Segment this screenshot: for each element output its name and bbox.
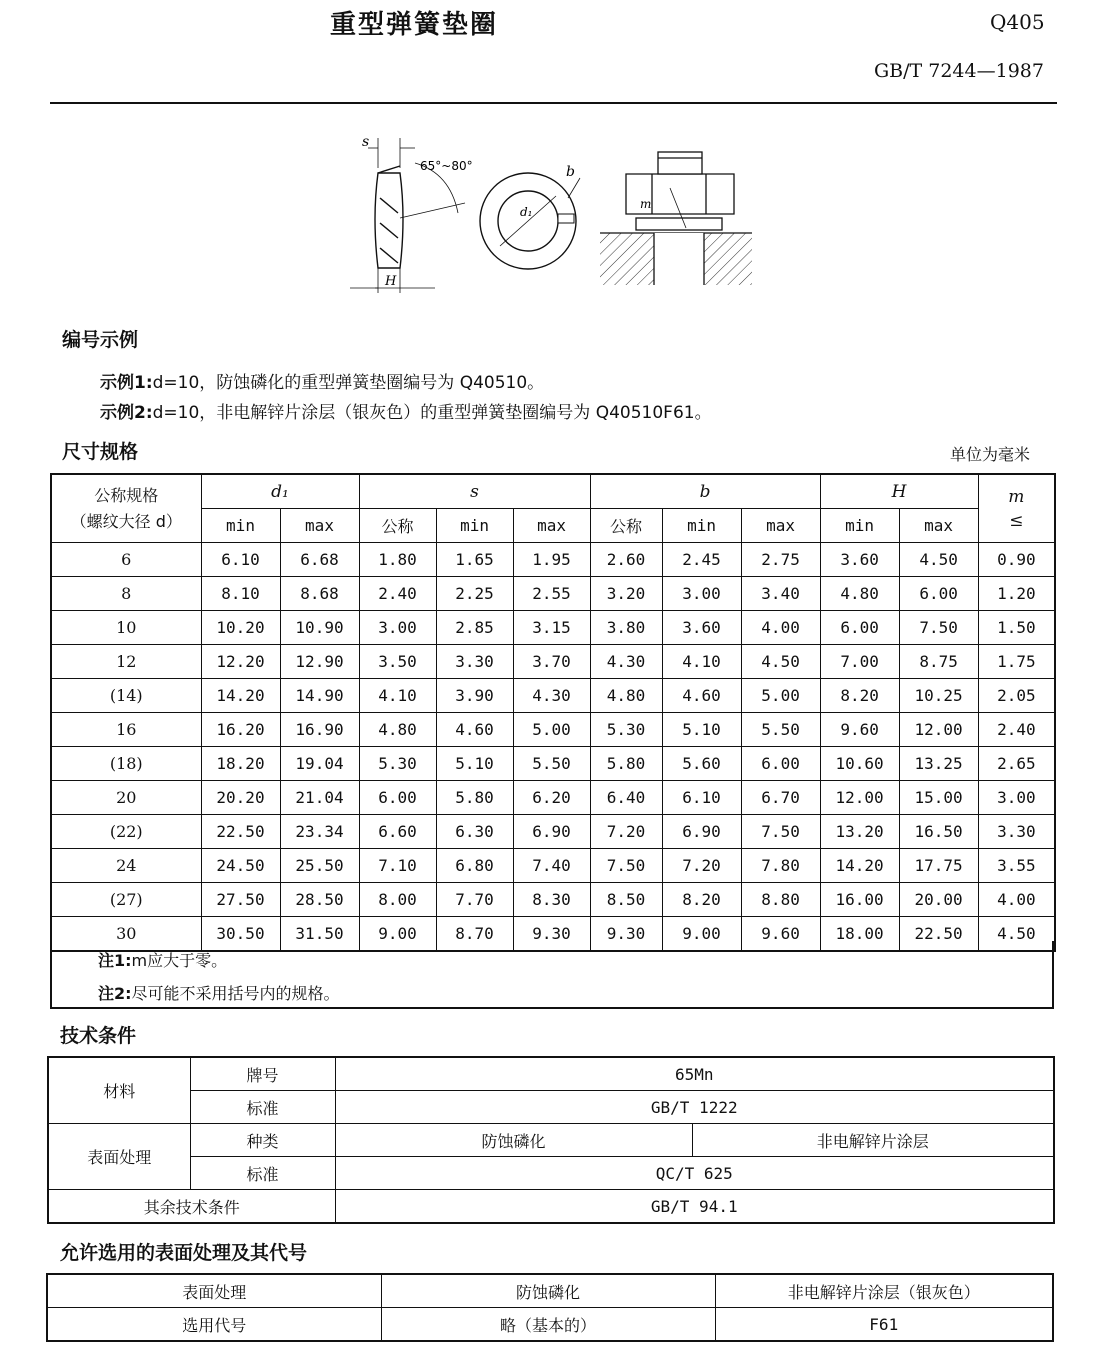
example-1 [100, 368, 544, 393]
s-nominal-cell: 9.00 [359, 917, 436, 952]
b-label: b [566, 164, 575, 180]
m-header-symbol: m [1008, 486, 1025, 507]
m-max-cell: 1.75 [978, 645, 1055, 679]
s-min-cell: 2.85 [436, 611, 513, 645]
b-max-cell: 7.80 [741, 849, 820, 883]
b-max-cell: 5.00 [741, 679, 820, 713]
b-nominal-cell: 9.30 [590, 917, 662, 952]
b-max-cell: 7.50 [741, 815, 820, 849]
m-max-cell: 4.50 [978, 917, 1055, 952]
note-2 [98, 981, 340, 1004]
b-max-cell: 3.40 [741, 577, 820, 611]
code-1: 略（基本的） [381, 1308, 715, 1342]
H-header: H [820, 474, 978, 509]
H-min-cell: 7.00 [820, 645, 899, 679]
s-nominal-cell: 4.10 [359, 679, 436, 713]
size-cell: (14) [51, 679, 201, 713]
H-max-cell: 8.75 [899, 645, 978, 679]
size-cell: 12 [51, 645, 201, 679]
d1-label: d₁ [520, 205, 533, 219]
table-row [51, 781, 1055, 815]
other-label: 其余技术条件 [48, 1190, 335, 1224]
size-cell: (27) [51, 883, 201, 917]
d1-max-cell: 12.90 [280, 645, 359, 679]
s-max-cell: 3.70 [513, 645, 590, 679]
H-min-cell: 12.00 [820, 781, 899, 815]
s-min-cell: 4.60 [436, 713, 513, 747]
b-max-header: max [741, 509, 820, 543]
d1-min-cell: 12.20 [201, 645, 280, 679]
surface-codes-table [46, 1273, 1054, 1342]
d1-min-cell: 20.20 [201, 781, 280, 815]
H-max-cell: 20.00 [899, 883, 978, 917]
d1-min-cell: 30.50 [201, 917, 280, 952]
H-max-cell: 10.25 [899, 679, 978, 713]
s-max-cell: 9.30 [513, 917, 590, 952]
tech-heading: 技术条件 [60, 1025, 137, 1047]
m-max-cell: 2.05 [978, 679, 1055, 713]
b-min-cell: 3.60 [662, 611, 741, 645]
s-max-cell: 5.00 [513, 713, 590, 747]
s-max-cell: 4.30 [513, 679, 590, 713]
h-label: H [385, 274, 397, 289]
s-nominal-cell: 3.00 [359, 611, 436, 645]
table-row [51, 713, 1055, 747]
page-title: 重型弹簧垫圈 [330, 10, 499, 40]
other-value: GB/T 94.1 [335, 1190, 1054, 1224]
H-min-cell: 13.20 [820, 815, 899, 849]
d1-min-cell: 27.50 [201, 883, 280, 917]
s-min-cell: 5.10 [436, 747, 513, 781]
surface-standard-label: 标准 [190, 1157, 335, 1190]
angle-label: 65°~80° [420, 159, 473, 173]
s-max-cell: 6.90 [513, 815, 590, 849]
m-max-cell: 3.00 [978, 781, 1055, 815]
H-min-cell: 8.20 [820, 679, 899, 713]
surface-standard-value: QC/T 625 [335, 1157, 1054, 1190]
H-max-cell: 22.50 [899, 917, 978, 952]
table-row [51, 849, 1055, 883]
H-max-cell: 15.00 [899, 781, 978, 815]
table-row [51, 611, 1055, 645]
s-min-cell: 6.30 [436, 815, 513, 849]
surface-codes-heading: 允许选用的表面处理及其代号 [60, 1242, 308, 1264]
part-code: Q405 [990, 10, 1045, 34]
H-max-cell: 4.50 [899, 543, 978, 577]
b-nominal-cell: 4.30 [590, 645, 662, 679]
H-min-cell: 16.00 [820, 883, 899, 917]
m-max-cell: 0.90 [978, 543, 1055, 577]
material-standard-label: 标准 [190, 1091, 335, 1124]
s-max-cell: 5.50 [513, 747, 590, 781]
b-min-header: min [662, 509, 741, 543]
d1-max-cell: 6.68 [280, 543, 359, 577]
s-nominal-cell: 3.50 [359, 645, 436, 679]
b-max-cell: 6.00 [741, 747, 820, 781]
H-max-header: max [899, 509, 978, 543]
s-nominal-cell: 8.00 [359, 883, 436, 917]
d1-max-cell: 16.90 [280, 713, 359, 747]
s-nominal-cell: 4.80 [359, 713, 436, 747]
b-max-cell: 5.50 [741, 713, 820, 747]
m-header-le: ≤ [1009, 510, 1024, 531]
H-min-header: min [820, 509, 899, 543]
kind-value-2: 非电解锌片涂层 [692, 1124, 1054, 1157]
d1-min-header: min [201, 509, 280, 543]
surface-label: 表面处理 [48, 1124, 190, 1190]
s-max-cell: 8.30 [513, 883, 590, 917]
note-2-text: 尽可能不采用括号内的规格。 [131, 984, 340, 1003]
d1-max-cell: 14.90 [280, 679, 359, 713]
H-max-cell: 17.75 [899, 849, 978, 883]
table-row [51, 645, 1055, 679]
d1-max-cell: 28.50 [280, 883, 359, 917]
standard-number: GB/T 7244—1987 [874, 60, 1044, 82]
H-min-cell: 10.60 [820, 747, 899, 781]
size-cell: (18) [51, 747, 201, 781]
s-max-cell: 1.95 [513, 543, 590, 577]
m-max-cell: 2.40 [978, 713, 1055, 747]
m-header [978, 474, 1055, 543]
s-nominal-cell: 6.60 [359, 815, 436, 849]
b-min-cell: 2.45 [662, 543, 741, 577]
d1-min-cell: 24.50 [201, 849, 280, 883]
H-min-cell: 14.20 [820, 849, 899, 883]
example-1-text: d=10，防蚀磷化的重型弹簧垫圈编号为 Q40510。 [152, 373, 545, 393]
d1-min-cell: 6.10 [201, 543, 280, 577]
code-label: 选用代号 [47, 1308, 381, 1342]
table-row [51, 747, 1055, 781]
H-max-cell: 13.25 [899, 747, 978, 781]
numbering-heading: 编号示例 [62, 329, 139, 351]
H-min-cell: 6.00 [820, 611, 899, 645]
d1-min-cell: 22.50 [201, 815, 280, 849]
d1-max-cell: 25.50 [280, 849, 359, 883]
grade-label: 牌号 [190, 1057, 335, 1091]
s-min-cell: 7.70 [436, 883, 513, 917]
s-nominal-cell: 1.80 [359, 543, 436, 577]
s-min-cell: 3.30 [436, 645, 513, 679]
treatment-1: 防蚀磷化 [381, 1274, 715, 1308]
s-max-cell: 6.20 [513, 781, 590, 815]
unit-label: 单位为毫米 [950, 445, 1031, 464]
table-row [51, 815, 1055, 849]
size-cell: (22) [51, 815, 201, 849]
note-1-label: 注1: [98, 951, 132, 970]
b-header: b [590, 474, 820, 509]
b-max-cell: 8.80 [741, 883, 820, 917]
b-min-cell: 6.90 [662, 815, 741, 849]
note-1-text: m应大于零。 [131, 951, 228, 970]
table-row [51, 679, 1055, 713]
d1-max-cell: 31.50 [280, 917, 359, 952]
s-min-cell: 2.25 [436, 577, 513, 611]
b-min-cell: 4.60 [662, 679, 741, 713]
d1-min-cell: 14.20 [201, 679, 280, 713]
b-min-cell: 4.10 [662, 645, 741, 679]
b-min-cell: 7.20 [662, 849, 741, 883]
assembly-view [600, 152, 752, 285]
m-max-cell: 1.50 [978, 611, 1055, 645]
size-cell: 24 [51, 849, 201, 883]
d1-max-header: max [280, 509, 359, 543]
b-max-cell: 2.75 [741, 543, 820, 577]
example-2-text: d=10，非电解锌片涂层（银灰色）的重型弹簧垫圈编号为 Q40510F61。 [152, 403, 712, 423]
treatment-2: 非电解锌片涂层（银灰色） [715, 1274, 1053, 1308]
s-nominal-cell: 7.10 [359, 849, 436, 883]
H-max-cell: 7.50 [899, 611, 978, 645]
dimension-table [50, 473, 1056, 952]
b-nominal-cell: 5.30 [590, 713, 662, 747]
d1-max-cell: 10.90 [280, 611, 359, 645]
spec-header-line1: 公称规格 [94, 485, 159, 505]
b-nominal-cell: 7.50 [590, 849, 662, 883]
s-min-cell: 3.90 [436, 679, 513, 713]
dimension-rows [51, 543, 1055, 952]
b-min-cell: 3.00 [662, 577, 741, 611]
H-min-cell: 18.00 [820, 917, 899, 952]
d1-min-cell: 18.20 [201, 747, 280, 781]
size-cell: 16 [51, 713, 201, 747]
s-nominal-cell: 6.00 [359, 781, 436, 815]
m-max-cell: 1.20 [978, 577, 1055, 611]
b-min-cell: 9.00 [662, 917, 741, 952]
material-standard-value: GB/T 1222 [335, 1091, 1054, 1124]
spec-header-line2: （螺纹大径 d） [70, 511, 182, 531]
s-min-cell: 8.70 [436, 917, 513, 952]
d1-min-cell: 8.10 [201, 577, 280, 611]
H-max-cell: 6.00 [899, 577, 978, 611]
d1-max-cell: 8.68 [280, 577, 359, 611]
b-min-cell: 5.60 [662, 747, 741, 781]
b-nominal-cell: 2.60 [590, 543, 662, 577]
H-min-cell: 4.80 [820, 577, 899, 611]
s-nominal-cell: 5.30 [359, 747, 436, 781]
m-max-cell: 4.00 [978, 883, 1055, 917]
b-min-cell: 6.10 [662, 781, 741, 815]
size-cell: 10 [51, 611, 201, 645]
code-2: F61 [715, 1308, 1053, 1342]
d1-header: d₁ [201, 474, 359, 509]
b-nominal-cell: 3.20 [590, 577, 662, 611]
b-max-cell: 9.60 [741, 917, 820, 952]
m-max-cell: 3.55 [978, 849, 1055, 883]
table-row [51, 543, 1055, 577]
note-1 [98, 948, 227, 971]
m-label: m [640, 197, 652, 211]
size-cell: 20 [51, 781, 201, 815]
header-rule [50, 102, 1057, 104]
s-max-header: max [513, 509, 590, 543]
s-max-cell: 2.55 [513, 577, 590, 611]
kind-label: 种类 [190, 1124, 335, 1157]
b-nominal-cell: 6.40 [590, 781, 662, 815]
H-min-cell: 3.60 [820, 543, 899, 577]
m-max-cell: 3.30 [978, 815, 1055, 849]
b-nominal-header: 公称 [590, 509, 662, 543]
d1-max-cell: 19.04 [280, 747, 359, 781]
H-min-cell: 9.60 [820, 713, 899, 747]
table-row [51, 577, 1055, 611]
s-max-cell: 3.15 [513, 611, 590, 645]
note-2-label: 注2: [98, 984, 132, 1003]
size-cell: 8 [51, 577, 201, 611]
table-row [51, 883, 1055, 917]
b-max-cell: 4.00 [741, 611, 820, 645]
tech-table [47, 1056, 1055, 1224]
example-1-label: 示例1: [100, 373, 153, 393]
b-min-cell: 5.10 [662, 713, 741, 747]
s-nominal-header: 公称 [359, 509, 436, 543]
m-max-cell: 2.65 [978, 747, 1055, 781]
d1-min-cell: 16.20 [201, 713, 280, 747]
size-cell: 30 [51, 917, 201, 952]
treatment-label: 表面处理 [47, 1274, 381, 1308]
b-nominal-cell: 3.80 [590, 611, 662, 645]
d1-max-cell: 21.04 [280, 781, 359, 815]
spec-header [51, 474, 201, 543]
b-nominal-cell: 8.50 [590, 883, 662, 917]
top-view [480, 173, 580, 269]
H-max-cell: 16.50 [899, 815, 978, 849]
example-2 [100, 398, 712, 423]
s-nominal-cell: 2.40 [359, 577, 436, 611]
kind-value-1: 防蚀磷化 [335, 1124, 692, 1157]
dimensions-heading: 尺寸规格 [62, 441, 139, 463]
s-min-cell: 5.80 [436, 781, 513, 815]
material-label: 材料 [48, 1057, 190, 1124]
b-nominal-cell: 7.20 [590, 815, 662, 849]
b-max-cell: 4.50 [741, 645, 820, 679]
size-cell: 6 [51, 543, 201, 577]
b-nominal-cell: 4.80 [590, 679, 662, 713]
d1-min-cell: 10.20 [201, 611, 280, 645]
s-header: s [359, 474, 590, 509]
d1-max-cell: 23.34 [280, 815, 359, 849]
H-max-cell: 12.00 [899, 713, 978, 747]
s-min-cell: 6.80 [436, 849, 513, 883]
s-max-cell: 7.40 [513, 849, 590, 883]
example-2-label: 示例2: [100, 403, 153, 423]
s-min-cell: 1.65 [436, 543, 513, 577]
s-label: s [362, 134, 370, 150]
b-max-cell: 6.70 [741, 781, 820, 815]
washer-drawing [340, 118, 770, 303]
b-nominal-cell: 5.80 [590, 747, 662, 781]
b-min-cell: 8.20 [662, 883, 741, 917]
s-min-header: min [436, 509, 513, 543]
grade-value: 65Mn [335, 1057, 1054, 1091]
